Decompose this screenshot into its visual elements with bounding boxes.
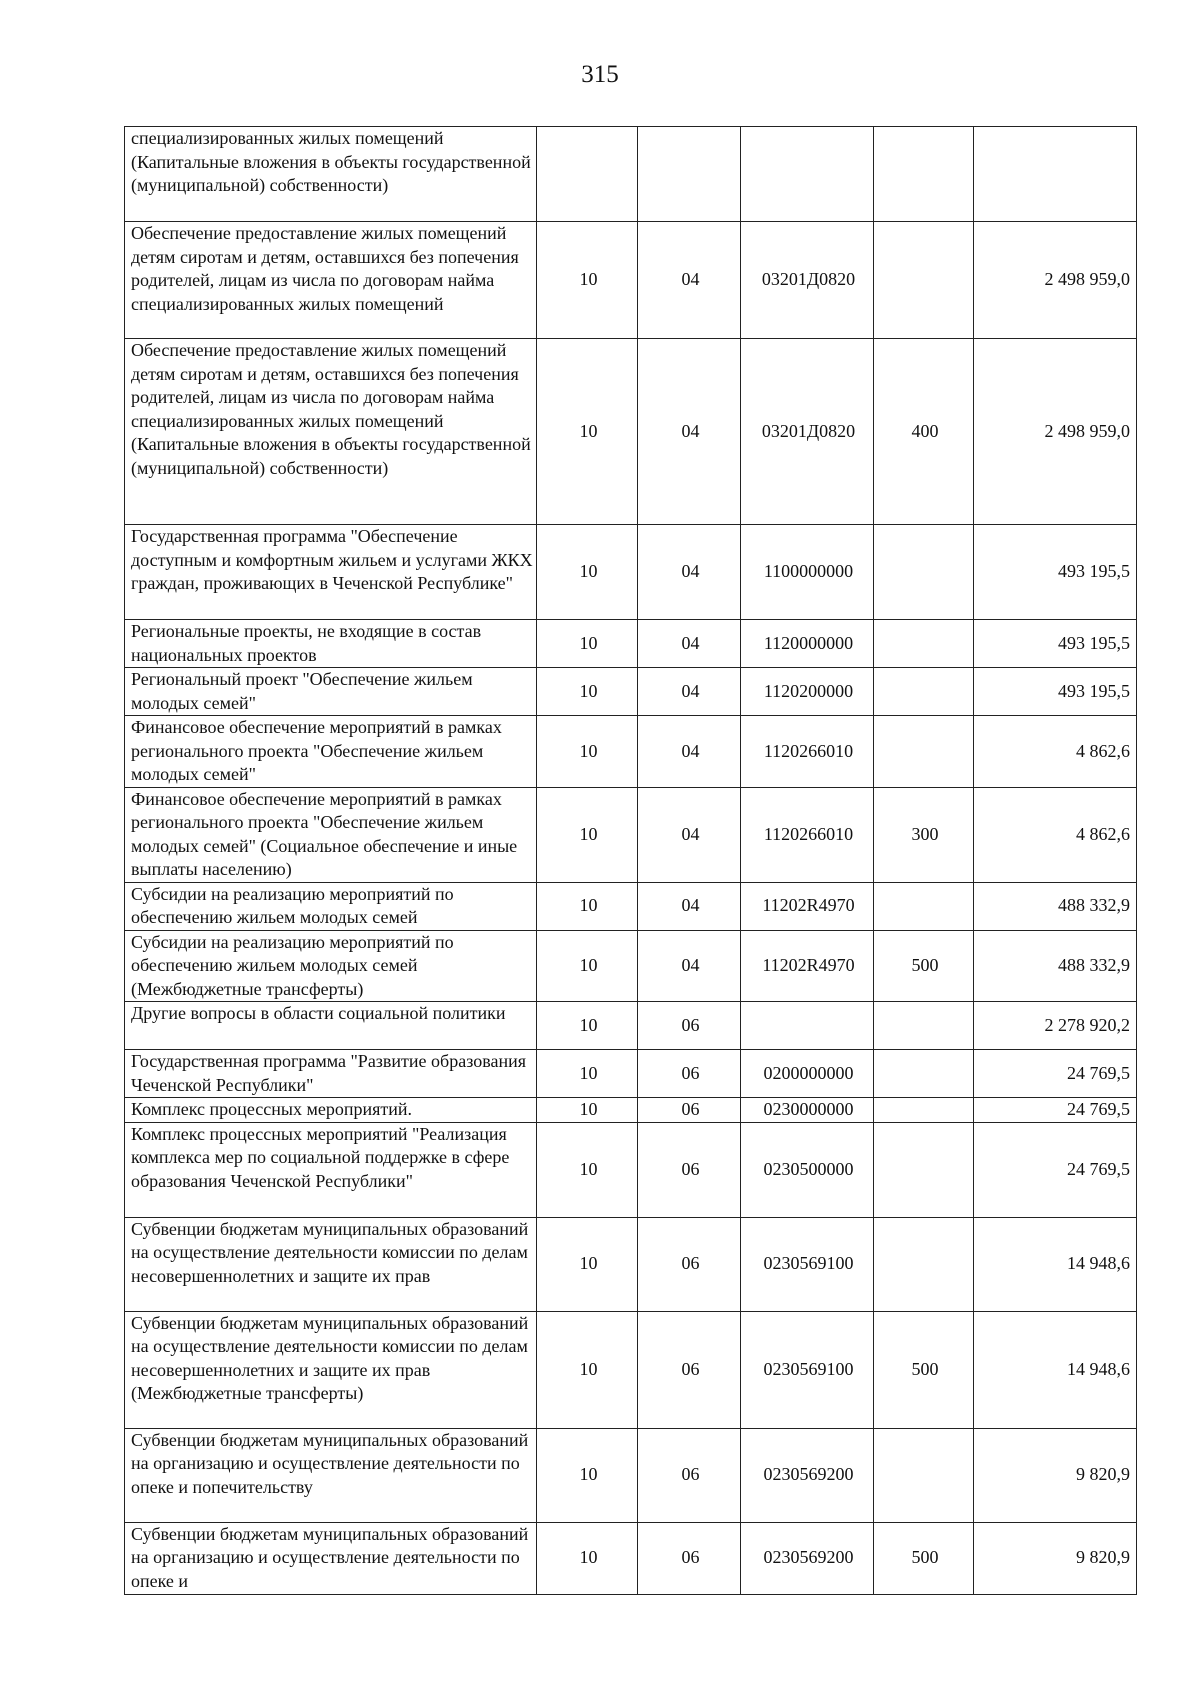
cell-target-article: 0230569200 — [741, 1522, 874, 1594]
cell-amount: 14 948,6 — [974, 1217, 1137, 1311]
cell-description: Субсидии на реализацию мероприятий по обеспечению жильем молодых семей (Межбюджетные трансферты) — [125, 930, 537, 1002]
cell-target-article: 1120266010 — [741, 787, 874, 882]
cell-section: 10 — [537, 668, 638, 716]
cell-description: Обеспечение предоставление жилых помещений детям сиротам и детям, оставшихся без попечения родителей, лицам из числа по договорам найма специализированных жилых помещений (Капитальные вложения в объекты государственной (муниципальной) собственности) — [125, 339, 537, 525]
cell-expense-type: 500 — [874, 1311, 974, 1428]
cell-subsection: 04 — [638, 525, 741, 620]
cell-amount: 493 195,5 — [974, 620, 1137, 668]
cell-target-article: 0230569100 — [741, 1311, 874, 1428]
cell-amount: 24 769,5 — [974, 1098, 1137, 1123]
cell-target-article: 1120200000 — [741, 668, 874, 716]
table-row — [125, 525, 1137, 620]
cell-description: Субвенции бюджетам муниципальных образований на осуществление деятельности комиссии по делам несовершеннолетних и защите их прав — [125, 1217, 537, 1311]
table-body — [125, 127, 1137, 1595]
table-row — [125, 127, 1137, 222]
cell-expense-type — [874, 668, 974, 716]
cell-amount: 4 862,6 — [974, 787, 1137, 882]
cell-subsection: 04 — [638, 620, 741, 668]
cell-description: Другие вопросы в области социальной политики — [125, 1002, 537, 1050]
cell-target-article: 1100000000 — [741, 525, 874, 620]
cell-subsection: 04 — [638, 716, 741, 788]
cell-section — [537, 127, 638, 222]
cell-amount: 493 195,5 — [974, 668, 1137, 716]
cell-subsection: 04 — [638, 339, 741, 525]
cell-section: 10 — [537, 882, 638, 930]
cell-subsection: 06 — [638, 1122, 741, 1217]
cell-amount: 488 332,9 — [974, 930, 1137, 1002]
cell-expense-type: 300 — [874, 787, 974, 882]
cell-section: 10 — [537, 620, 638, 668]
cell-subsection — [638, 127, 741, 222]
table-row — [125, 1002, 1137, 1050]
cell-description: Субвенции бюджетам муниципальных образований на осуществление деятельности комиссии по делам несовершеннолетних и защите их прав (Межбюджетные трансферты) — [125, 1311, 537, 1428]
cell-expense-type — [874, 620, 974, 668]
cell-section: 10 — [537, 339, 638, 525]
cell-description: Субвенции бюджетам муниципальных образований на организацию и осуществление деятельности по опеке и — [125, 1522, 537, 1594]
table-row — [125, 339, 1137, 525]
cell-subsection: 04 — [638, 882, 741, 930]
cell-section: 10 — [537, 1002, 638, 1050]
cell-expense-type — [874, 222, 974, 339]
table-row — [125, 1050, 1137, 1098]
table-row — [125, 222, 1137, 339]
cell-target-article: 11202R4970 — [741, 930, 874, 1002]
table-row — [125, 930, 1137, 1002]
cell-description: Региональные проекты, не входящие в состав национальных проектов — [125, 620, 537, 668]
cell-description: Обеспечение предоставление жилых помещений детям сиротам и детям, оставшихся без попечения родителей, лицам из числа по договорам найма специализированных жилых помещений — [125, 222, 537, 339]
cell-expense-type — [874, 1428, 974, 1522]
cell-expense-type: 500 — [874, 1522, 974, 1594]
cell-subsection: 06 — [638, 1002, 741, 1050]
cell-subsection: 06 — [638, 1050, 741, 1098]
table-row — [125, 716, 1137, 788]
cell-description: Субвенции бюджетам муниципальных образований на организацию и осуществление деятельности по опеке и попечительству — [125, 1428, 537, 1522]
cell-expense-type — [874, 1002, 974, 1050]
cell-target-article: 0230000000 — [741, 1098, 874, 1123]
cell-target-article: 0200000000 — [741, 1050, 874, 1098]
cell-subsection: 06 — [638, 1428, 741, 1522]
cell-target-article: 03201Д0820 — [741, 339, 874, 525]
cell-description: Финансовое обеспечение мероприятий в рамках регионального проекта "Обеспечение жильем молодых семей" — [125, 716, 537, 788]
cell-subsection: 06 — [638, 1311, 741, 1428]
cell-section: 10 — [537, 222, 638, 339]
cell-amount: 2 278 920,2 — [974, 1002, 1137, 1050]
cell-amount: 24 769,5 — [974, 1050, 1137, 1098]
cell-target-article: 0230500000 — [741, 1122, 874, 1217]
cell-description: Государственная программа "Развитие образования Чеченской Республики" — [125, 1050, 537, 1098]
table-row — [125, 1098, 1137, 1123]
cell-description: Государственная программа "Обеспечение доступным и комфортным жильем и услугами ЖКХ граждан, проживающих в Чеченской Республике" — [125, 525, 537, 620]
cell-description: Финансовое обеспечение мероприятий в рамках регионального проекта "Обеспечение жильем молодых семей" (Социальное обеспечение и иные выплаты населению) — [125, 787, 537, 882]
cell-section: 10 — [537, 1122, 638, 1217]
cell-subsection: 06 — [638, 1217, 741, 1311]
cell-subsection: 04 — [638, 787, 741, 882]
cell-expense-type — [874, 716, 974, 788]
cell-amount: 488 332,9 — [974, 882, 1137, 930]
table-row — [125, 882, 1137, 930]
cell-amount: 4 862,6 — [974, 716, 1137, 788]
cell-expense-type — [874, 882, 974, 930]
cell-expense-type — [874, 1098, 974, 1123]
cell-target-article: 1120000000 — [741, 620, 874, 668]
cell-target-article — [741, 127, 874, 222]
page-number: 315 — [581, 61, 619, 88]
cell-section: 10 — [537, 1311, 638, 1428]
cell-section: 10 — [537, 1098, 638, 1123]
cell-description: Комплекс процессных мероприятий. — [125, 1098, 537, 1123]
cell-section: 10 — [537, 716, 638, 788]
cell-description: Комплекс процессных мероприятий "Реализация комплекса мер по социальной поддержке в сфере образования Чеченской Республики" — [125, 1122, 537, 1217]
cell-target-article: 0230569100 — [741, 1217, 874, 1311]
table-row — [125, 787, 1137, 882]
cell-amount — [974, 127, 1137, 222]
cell-section: 10 — [537, 525, 638, 620]
cell-amount: 9 820,9 — [974, 1428, 1137, 1522]
cell-amount: 2 498 959,0 — [974, 222, 1137, 339]
cell-target-article — [741, 1002, 874, 1050]
cell-expense-type — [874, 1217, 974, 1311]
cell-expense-type — [874, 1050, 974, 1098]
cell-section: 10 — [537, 930, 638, 1002]
cell-amount: 493 195,5 — [974, 525, 1137, 620]
cell-section: 10 — [537, 1522, 638, 1594]
table-row — [125, 1122, 1137, 1217]
cell-section: 10 — [537, 1428, 638, 1522]
cell-amount: 9 820,9 — [974, 1522, 1137, 1594]
cell-amount: 24 769,5 — [974, 1122, 1137, 1217]
table-row — [125, 1311, 1137, 1428]
cell-expense-type — [874, 1122, 974, 1217]
cell-section: 10 — [537, 787, 638, 882]
cell-subsection: 04 — [638, 668, 741, 716]
table-row — [125, 1217, 1137, 1311]
table-row — [125, 1522, 1137, 1594]
cell-target-article: 03201Д0820 — [741, 222, 874, 339]
cell-description: Региональный проект "Обеспечение жильем молодых семей" — [125, 668, 537, 716]
cell-amount: 2 498 959,0 — [974, 339, 1137, 525]
cell-expense-type: 500 — [874, 930, 974, 1002]
cell-subsection: 04 — [638, 222, 741, 339]
cell-target-article: 1120266010 — [741, 716, 874, 788]
table-row — [125, 1428, 1137, 1522]
cell-description: Субсидии на реализацию мероприятий по обеспечению жильем молодых семей — [125, 882, 537, 930]
table-row — [125, 620, 1137, 668]
table-row — [125, 668, 1137, 716]
cell-section: 10 — [537, 1050, 638, 1098]
cell-target-article: 0230569200 — [741, 1428, 874, 1522]
cell-subsection: 06 — [638, 1522, 741, 1594]
cell-target-article: 11202R4970 — [741, 882, 874, 930]
cell-expense-type — [874, 525, 974, 620]
cell-amount: 14 948,6 — [974, 1311, 1137, 1428]
cell-subsection: 04 — [638, 930, 741, 1002]
budget-table — [124, 126, 1137, 1595]
cell-subsection: 06 — [638, 1098, 741, 1123]
cell-expense-type — [874, 127, 974, 222]
cell-section: 10 — [537, 1217, 638, 1311]
cell-description: специализированных жилых помещений (Капитальные вложения в объекты государственной (муниципальной) собственности) — [125, 127, 537, 222]
cell-expense-type: 400 — [874, 339, 974, 525]
